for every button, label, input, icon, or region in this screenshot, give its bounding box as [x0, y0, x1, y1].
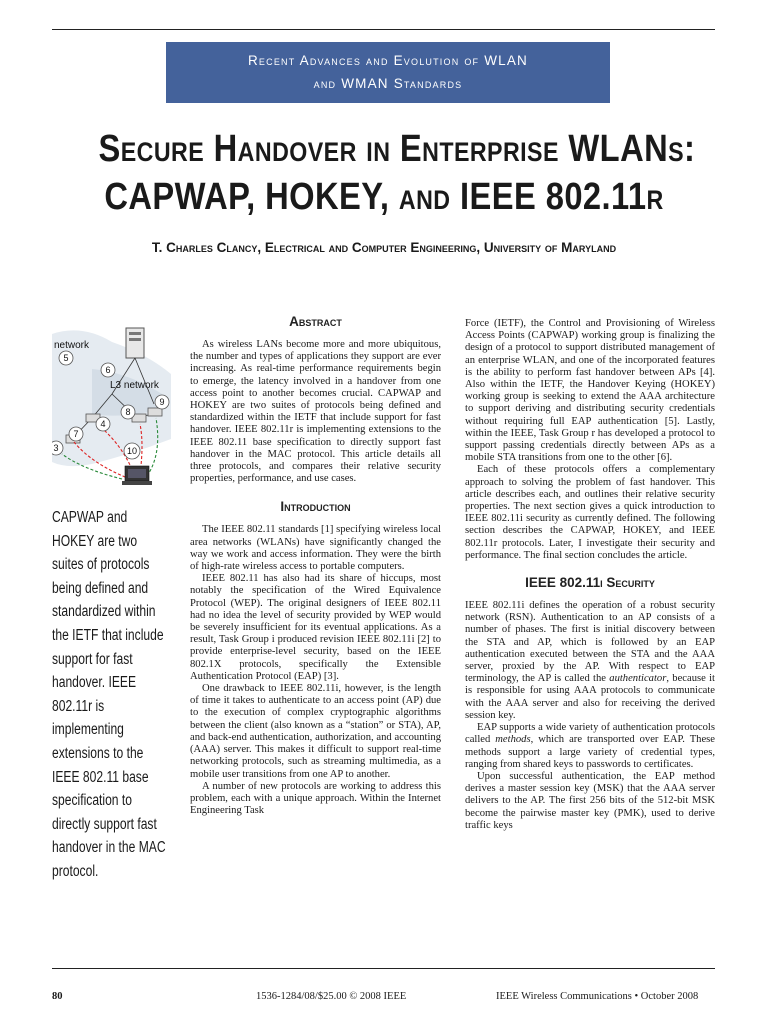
right-paragraph-3: IEEE 802.11i defines the operation of a robust security network (RSN). Authentication to an AP consists of a number of phases. The first is initial discovery between the STA and AP, which is followed by an EAP authentication executed between the STA and the AAA server, proxied by the AP. With respect to EAP terminology, the AP is called the authenticator, because it is responsible for using AAA protocols to communicate with the AAA server and also for receiving the derived session key.: [465, 600, 715, 721]
journal-line: IEEE Wireless Communications • October 2008: [496, 991, 699, 1002]
node-4-label: 4: [100, 419, 106, 429]
node-3-label: 3: [53, 443, 59, 453]
pull-quote: CAPWAP and HOKEY are two suites of protocols being defined and standardized within the IETF that include support for fast handover. IEEE 802.11r is implementing extensions to the IEEE 802.11 base specification to directly support fast handover in the MAC protocol.: [52, 509, 166, 880]
middle-column: [190, 314, 441, 817]
node-9-label: 9: [159, 397, 165, 407]
server-icon: [126, 328, 144, 358]
ieee-80211i-security-heading: IEEE 802.11i Security: [525, 575, 655, 591]
node-7-label: 7: [73, 429, 79, 439]
node-8-label: 8: [125, 407, 131, 417]
l3-network-label: L3 network: [110, 380, 159, 391]
network-diagram: [52, 314, 171, 494]
introduction-heading: Introduction: [280, 499, 351, 515]
banner-line-2: and WMAN Standards: [313, 76, 463, 91]
node-10-label: 10: [126, 446, 138, 456]
network-label: network: [54, 340, 90, 351]
intro-paragraph-1: The IEEE 802.11 standards [1] specifying wireless local area networks (WLANs) have significantly changed the way we work and access information. They were the birth of high-rate wireless access to portable computers.: [190, 524, 441, 573]
intro-paragraph-3: One drawback to IEEE 802.11i, however, is the length of time it takes to authenticate to an access point (AP) due to the execution of complex cryptographic algorithms between the client (also known as a “station” or STA), AP, and back-end authentication, authorization, and accounting (AAA) server. This makes it difficult to support real-time networking protocols, such as streaming multimedia, as a mobile user transitions from one AP to another.: [190, 683, 441, 780]
abstract-text: As wireless LANs become more and more ubiquitous, the number and types of applications they support are ever increasing. As real-time performance requirements begin to emerge, the latency involved in a handover from one access point to another becomes crucial. CAPWAP and HOKEY are two suites of protocols being defined and standardized within the IETF that include support for fast handover. IEEE 802.11r is implementing extensions to the IEEE 802.11 base specification to directly support fast handover in the MAC protocol. This article details all three protocols, and compares their relative security properties, performance, and use cases.: [190, 339, 441, 485]
right-paragraph-2: Each of these protocols offers a complementary approach to solving the problem of fast handover. This article describes each, and outlines their relative security properties. The next section gives a quick introduction to IEEE 802.11i security as currently defined. The following section describes the CAPWAP, HOKEY, and IEEE 802.11r protocols. Later, I investigate their security and performance. The final section concludes the article.: [465, 464, 715, 561]
title-line-2: CAPWAP, HOKEY, and IEEE 802.11r: [104, 176, 664, 218]
page-number: 80: [52, 991, 63, 1002]
bottom-rule: [52, 968, 715, 969]
right-paragraph-5: Upon successful authentication, the EAP method derives a master session key (MSK) that the AAA server delivers to the AP. The first 256 bits of the 512-bit MSK become the pairwise master key (PMK), used to derive traffic keys: [465, 770, 715, 831]
node-6-label: 6: [105, 365, 111, 375]
abstract-heading: Abstract: [289, 314, 342, 329]
node-5-label: 5: [63, 353, 69, 363]
article-title: [98, 125, 696, 221]
top-rule: [52, 29, 715, 30]
laptop-icon: [122, 466, 152, 485]
right-paragraph-1: Force (IETF), the Control and Provisioning of Wireless Access Points (CAPWAP) working group is finalizing the design of a protocol to support distributed management of an enterprise WLAN, and one of the incorporated features is the ability to perform fast handover between APs [4]. Also within the IETF, the Handover Keying (HOKEY) working group is seeking to extend the AAA architecture to support deriving and distributing security credentials without requiring full EAP authentication [5]. Lastly, within the IEEE, Task Group r has developed a protocol to support passing credentials directly between APs as a mobile STA transitions from one to the other [6].: [465, 318, 715, 464]
network-figure: [52, 314, 171, 494]
intro-paragraph-2: IEEE 802.11 has also had its share of hiccups, most notably the specification of the Wired Equivalence Protocol (WEP). The original designers of IEEE 802.11 had no idea the level of security provided by WEP would be severely insufficient for its eventual applications. As a result, Task Group i produced revision IEEE 802.11i [2] to provide enterprise-level security, based on the IEEE 802.1X protocols, specifically the Extensible Authentication Protocol (EAP) [3].: [190, 573, 441, 682]
right-column: [465, 318, 715, 832]
banner-line-1: Recent Advances and Evolution of WLAN: [247, 53, 529, 68]
section-banner: [166, 42, 610, 103]
issn-line: 1536-1284/08/$25.00 © 2008 IEEE: [256, 991, 407, 1002]
intro-paragraph-4: A number of new protocols are working to address this problem, each with a unique approach. Within the Internet Engineering Task: [190, 780, 441, 817]
author-line: T. Charles Clancy, Electrical and Computer Engineering, University of Maryland: [151, 240, 617, 255]
right-paragraph-4: EAP supports a wide variety of authentication protocols called methods, which are transported over EAP. These methods support a large variety of credential types, ranging from shared keys to passwords to certificates.: [465, 722, 715, 770]
title-line-1: Secure Handover in Enterprise WLANs:: [98, 128, 696, 170]
